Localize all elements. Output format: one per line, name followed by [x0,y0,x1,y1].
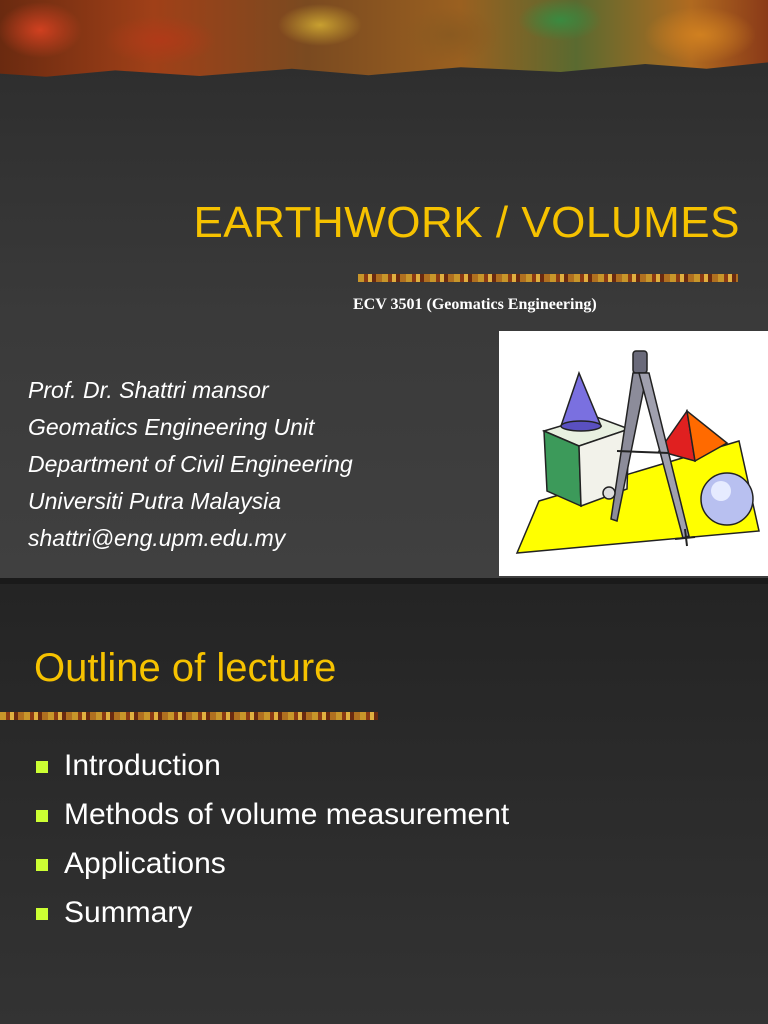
square-bullet-icon [36,810,48,822]
outline-slide [0,584,768,1024]
author-email: shattri@eng.upm.edu.my [28,525,286,551]
list-item [36,793,509,842]
author-university: Universiti Putra Malaysia [28,488,282,514]
author-block [28,372,353,557]
square-bullet-icon [36,859,48,871]
slide-title: EARTHWORK / VOLUMES [193,198,740,247]
list-item [36,744,509,793]
list-item [36,891,509,940]
list-item-label: Summary [64,896,193,929]
outline-list [36,744,509,940]
list-item-label: Introduction [64,749,221,782]
list-item-label: Methods of volume measurement [64,798,510,831]
geometry-clipart [499,331,768,576]
title-divider [358,274,738,282]
list-item [36,842,509,891]
author-unit: Geomatics Engineering Unit [28,414,315,440]
author-department: Department of Civil Engineering [28,451,353,477]
outline-divider [0,712,378,720]
square-bullet-icon [36,761,48,773]
author-name: Prof. Dr. Shattri mansor [28,377,269,403]
outline-title: Outline of lecture [34,646,337,690]
list-item-label: Applications [64,847,226,880]
course-code: ECV 3501 (Geomatics Engineering) [353,296,597,313]
square-bullet-icon [36,908,48,920]
cone-shape [561,373,601,426]
decorative-banner [0,0,768,80]
